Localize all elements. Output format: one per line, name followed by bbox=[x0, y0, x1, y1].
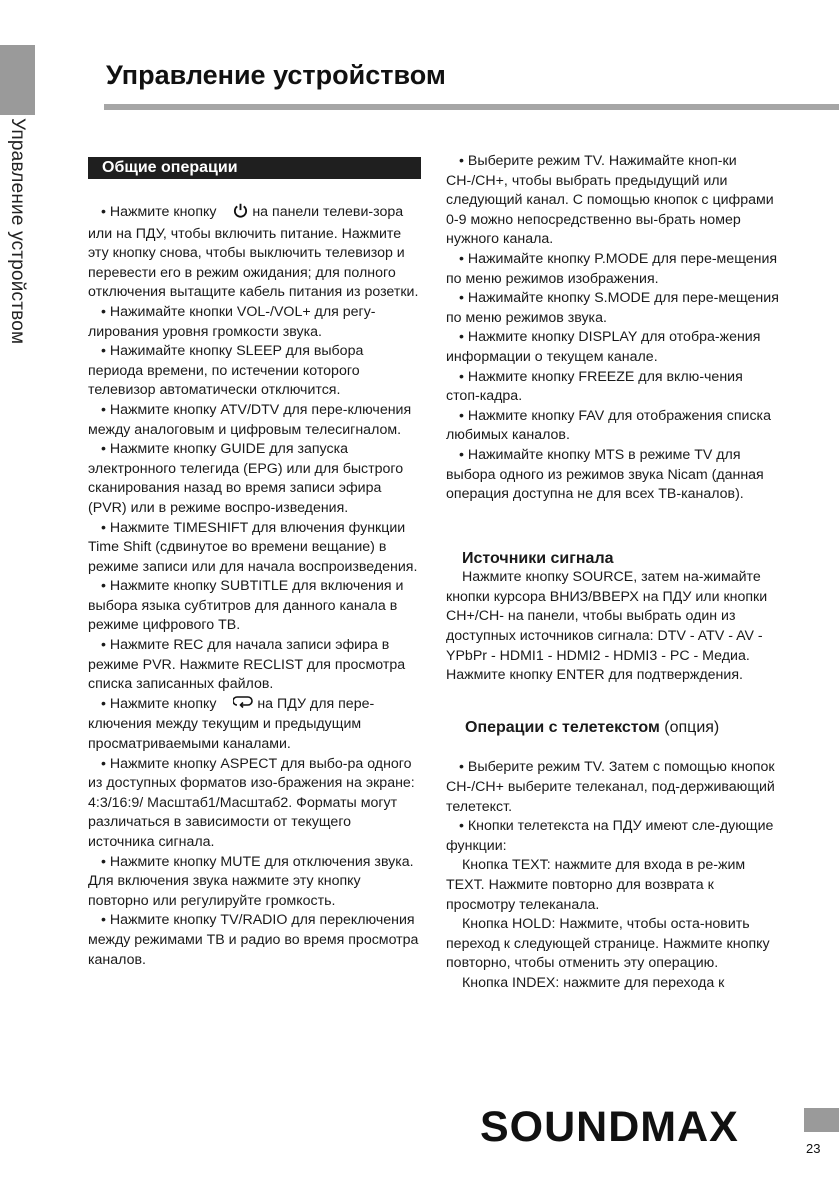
smode-paragraph: • Нажимайте кнопку S.MODE для пере-мещения по меню режимов звука. bbox=[446, 290, 779, 326]
recall-icon bbox=[220, 696, 253, 716]
page-number: 23 bbox=[806, 1141, 821, 1156]
page-title: Управление устройством bbox=[106, 60, 446, 90]
teletext-index-button-paragraph: Кнопка INDEX: нажмите для перехода к bbox=[462, 974, 725, 991]
teletext-option-note: (опция) bbox=[659, 718, 720, 736]
sources-paragraph: Нажмите кнопку SOURCE, затем на-жимайте кнопки курсора ВНИЗ/ВВЕРХ на ПДУ или кнопки CH+/CH- на панели, чтобы выбрать один из доступных источников сигнала: DTV - ATV - AV - YPbPr - HDMI1 - HDMI2 - HDMI3 - PC - Медиа. Нажмите кнопку ENTER для подтверждения. bbox=[446, 569, 768, 684]
freeze-paragraph: • Нажмите кнопку FREEZE для вклю-чения стоп-кадра. bbox=[446, 368, 743, 405]
right-column bbox=[446, 152, 779, 994]
teletext-buttons-paragraph: • Кнопки телетекста на ПДУ имеют сле-дующие функции: bbox=[446, 818, 774, 854]
timeshift-paragraph: • Нажмите TIMESHIFT для влючения функции Time Shift (сдвинутое во времени вещание) в режиме записи или для начала воспроизведения. bbox=[88, 519, 418, 575]
brand-logo: SOUNDMAX bbox=[480, 1103, 739, 1151]
fav-paragraph: • Нажмите кнопку FAV для отображения списка любимых каналов. bbox=[446, 407, 771, 444]
mute-paragraph: • Нажмите кнопку MUTE для отключения звука. Для включения звука нажмите эту кнопку повторно или регулируйте громкость. bbox=[88, 853, 414, 909]
teletext-hold-button-paragraph: Кнопка HOLD: Нажмите, чтобы оста-новить переход к следующей странице. Нажмите кнопку повторно, чтобы отменить эту операцию. bbox=[446, 916, 770, 972]
aspect-paragraph: • Нажмите кнопку ASPECT для выбо-ра одного из доступных форматов изо-бражения на экране: 4:3/16:9/ Масштаб1/Масштаб2. Форматы могут различаться в зависимости от текущего источника сигнала. bbox=[88, 755, 415, 850]
pmode-paragraph: • Нажимайте кнопку P.MODE для пере-мещения по меню режимов изображения. bbox=[446, 250, 778, 287]
side-section-label: Управление устройством bbox=[7, 118, 28, 345]
tv-radio-paragraph: • Нажмите кнопку TV/RADIO для переключения между режимами ТВ и радио во время просмотра каналов. bbox=[88, 912, 419, 968]
power-paragraph: • Нажмите кнопку на панели телеви-зора или на ПДУ, чтобы включить питание. Нажмите эту кнопку снова, чтобы выключить телевизор и перевести его в режим ожидания; для полного отключения вытащите кабель питания из розетки. bbox=[88, 204, 419, 301]
tv-mode-paragraph: • Выберите режим TV. Нажимайте кноп-ки CH-/CH+, чтобы выбрать предыдущий или следующий канал. С помощью кнопок с цифрами 0-9 можно непосредственно вы-брать номер нужного канала. bbox=[446, 153, 774, 248]
power-icon bbox=[220, 203, 248, 225]
sleep-paragraph: • Нажимайте кнопку SLEEP для выбора периода времени, по истечении которого телевизор автоматически отключится. bbox=[88, 343, 364, 399]
volume-paragraph: • Нажимайте кнопки VOL-/VOL+ для регу-лирования уровня громкости звука. bbox=[88, 303, 376, 340]
subtitle-paragraph: • Нажмите кнопку SUBTITLE для включения и выбора языка субтитров для данного канала в режиме цифрового ТВ. bbox=[88, 578, 404, 634]
general-operations-heading: Общие операции bbox=[88, 157, 421, 179]
title-divider bbox=[104, 104, 839, 110]
teletext-select-paragraph: • Выберите режим TV. Затем с помощью кнопок CH-/CH+ выберите телеканал, под-держивающий телетекст. bbox=[446, 759, 775, 815]
side-tab-marker bbox=[0, 45, 35, 115]
left-column bbox=[88, 157, 421, 970]
rec-paragraph: • Нажмите REC для начала записи эфира в режиме PVR. Нажмите RECLIST для просмотра списка записанных файлов. bbox=[88, 637, 406, 693]
teletext-heading: Операции с телетекстом (опция) bbox=[465, 718, 720, 736]
display-paragraph: • Нажмите кнопку DISPLAY для отобра-жения информации о текущем канале. bbox=[446, 329, 761, 365]
guide-paragraph: • Нажмите кнопку GUIDE для запуска электронного телегида (EPG) или для быстрого сканирования назад во время записи эфира (PVR) или в режиме воспро-изведения. bbox=[88, 441, 404, 516]
atv-dtv-paragraph: • Нажмите кнопку ATV/DTV для пере-ключения между аналоговым и цифровым телесигналом. bbox=[88, 401, 412, 438]
sources-heading: Источники сигнала bbox=[462, 549, 614, 567]
recall-paragraph: • Нажмите кнопку на ПДУ для пере-ключения между текущим и предыдущим просматриваемыми каналами. bbox=[88, 695, 375, 753]
mts-paragraph: • Нажимайте кнопку MTS в режиме TV для выбора одного из режимов звука Nicam (данная операция доступна не для всех ТВ-каналов). bbox=[446, 446, 764, 503]
teletext-text-button-paragraph: Кнопка TEXT: нажмите для входа в ре-жим TEXT. Нажмите повторно для возврата к просмотру телеканала. bbox=[446, 857, 746, 913]
page-tab-marker bbox=[804, 1108, 839, 1132]
